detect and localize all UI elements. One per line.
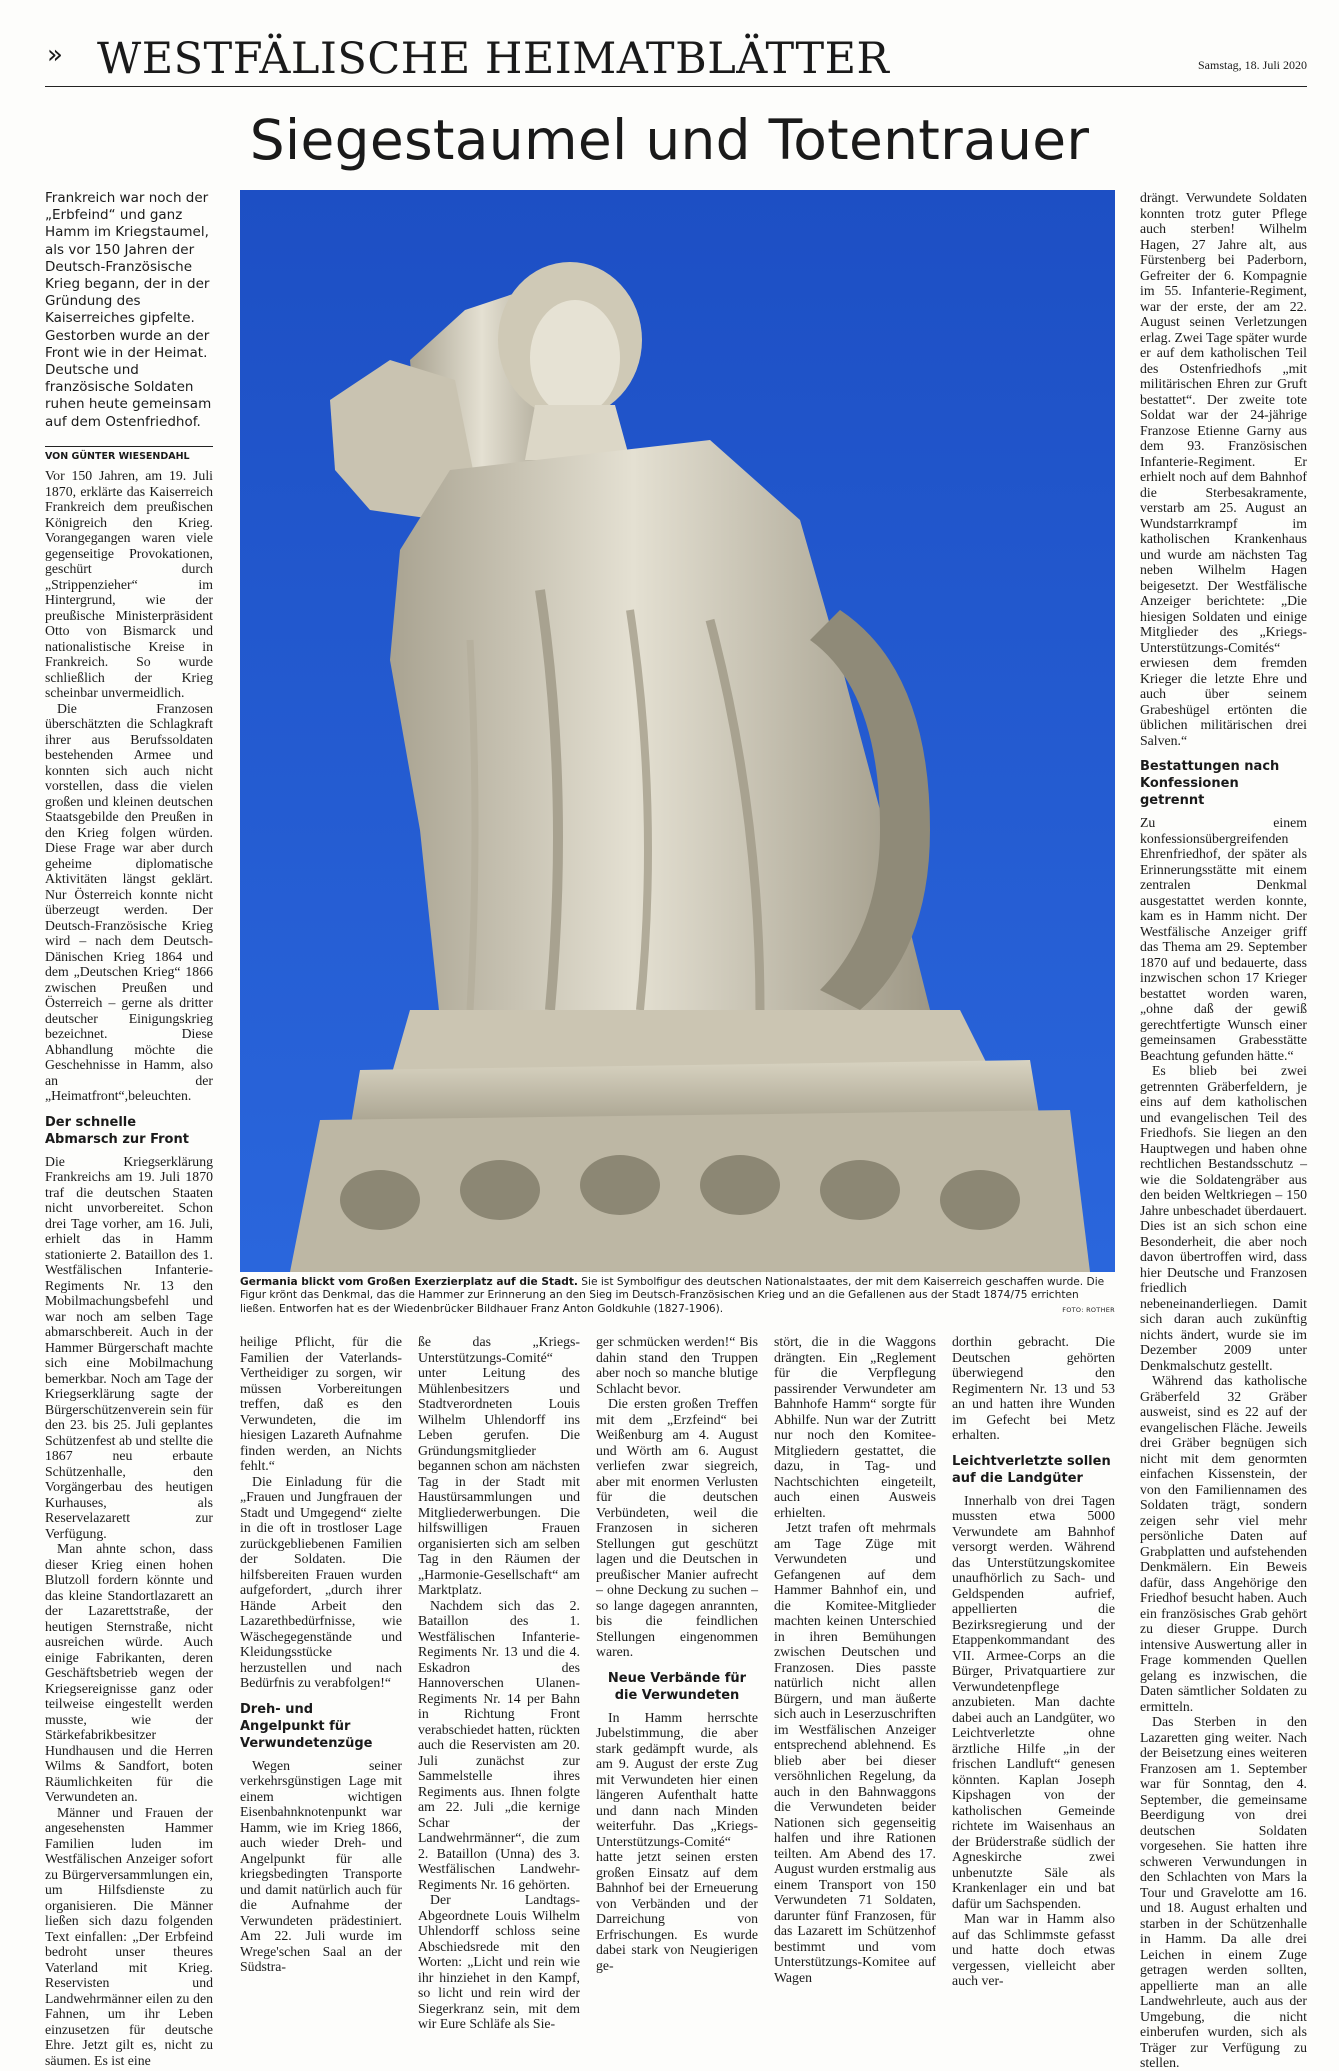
germania-statue-image: [240, 190, 1115, 1272]
paragraph: Die Franzosen überschätzten die Schlagkraft ihrer aus Berufssoldaten bestehenden Armee und konnten sich auch nicht vorstellen, dass die vielen großen und kleinen deutschen Staatsgebilde den Preußen in den Krieg folgen würden. Diese Frage war aber durch geheime diplomatische Aktivitäten längst geklärt. Nur Österreich konnte nicht überzeugt werden. Der Deutsch-Französische Krieg wird – nach dem Deutsch-Dänischen Krieg 1864 und dem „Deutschen Krieg“ 1866 zwischen Preußen und Österreich – gerne als dritter deutscher Einigungskrieg bezeichnet. Diese Abhandlung möchte die Geschehnisse in Hamm, also an der „Heimatfront“,beleuchten.: [45, 700, 213, 1103]
byline: VON GÜNTER WIESENDAHL: [45, 446, 213, 462]
subheading: Neue Verbände für die Verwundeten: [607, 1670, 747, 1703]
paragraph: Wegen seiner verkehrsgünstigen Lage mit einem wichtigen Eisenbahnknotenpunkt war Hamm, wie im Krieg 1866, auch wieder Dreh- und Angelpunkt für alle kriegsbedingten Transporte und damit natürlich auch für die Aufnahme der Verwundeten prädestiniert. Am 22. Juli wurde im Wrege'schen Saal an der Südstra-: [240, 1757, 402, 1974]
headline: Siegestaumel und Totentrauer: [249, 108, 1090, 172]
paragraph: ße das „Kriegs-Unterstützungs-Comité“ unter Leitung des Mühlenbesitzers und Stadtverordneten Louis Wilhelm Uhlendorff ins Leben gerufen. Die Gründungsmitglieder begannen schon am nächsten Tag in der Stadt mit Haustürsammlungen und Mitgliederwerbungen. Die hilfswilligen Frauen organisierten sich am selben Tag in den Räumen der „Harmonie-Gesellschaft“ am Marktplatz.: [418, 1334, 580, 1597]
photo-caption: [240, 1276, 1115, 1316]
section-title: WESTFÄLISCHE HEIMATBLÄTTER: [97, 34, 890, 84]
column-3: [418, 1334, 580, 2032]
paragraph: Das Sterben in den Lazaretten ging weiter. Nach der Beisetzung eines weiteren Franzosen am 1. September war für Sonntag, den 4. September, die gemeinsame Beerdigung von drei deutschen Soldaten vorgesehen. Sie hatten ihre schweren Verwundungen in den Schlachten von Mars la Tour und Gravelotte am 16. und 18. August erhalten und starben in der Schützenhalle in Hamm. Da alle drei Leichen in einem Zuge getragen werden sollten, appellierte man an alle Landwehrleute, auch aus der Umgebung, die nicht einberufen wurden, sich als Träger zur Verfügung zu stellen.: [1140, 1714, 1307, 2070]
paragraph: heilige Pflicht, für die Familien der Vaterlands-Vertheidiger zu sorgen, wir müssen Vorbereitungen treffen, daß es den Verwundeten, die im hiesigen Lazareth Aufnahme finden werden, an Nichts fehlt.“: [240, 1334, 402, 1473]
paragraph: In Hamm herrschte Jubelstimmung, die aber stark gedämpft wurde, als am 9. August der erste Zug mit Verwundeten hier einen längeren Aufenthalt hatte und dann nach Minden weiterfuhr. Das „Kriegs-Unterstützungs-Comité“ hatte jetzt seinen ersten großen Einsatz auf dem Bahnhof bei der Erneuerung von Verbänden und der Darreichung von Erfrischungen. Es wurde dabei stark von Neugierigen ge-: [596, 1709, 758, 1973]
caption-text: Sie ist Symbolfigur des deutschen Nationalstaates, der mit dem Kaiserreich geschaffen wurde. Die Figur krönt das Denkmal, das die Hammer zur Erinnerung an den Sieg im Deutsch-Französischen Krieg und an die Gefallenen aus der Stadt 1874/75 errichten ließen. Entworfen hat es der Wiedenbrücker Bildhauer Franz Anton Goldkuhle (1827-1906).: [240, 1276, 1105, 1315]
paragraph: Nachdem sich das 2. Bataillon des 1. Westfälischen Infanterie-Regiments Nr. 13 und die 4. Eskadron des Hannoverschen Ulanen-Regiments Nr. 14 per Bahn in Richtung Front verabschiedet hatten, rückten auch die Reservisten am 20. Juli zunächst zur Sammelstelle ihres Regiments aus. Ihnen folgte am 22. Juli „die kernige Schar der Landwehrmänner“, die zum 2. Bataillon (Unna) des 3. Westfälischen Landwehr-Regiments Nr. 16 gehörten.: [418, 1597, 580, 1892]
statue-photo: [240, 190, 1115, 1272]
masthead: [45, 28, 1307, 87]
paragraph: Innerhalb von drei Tagen mussten etwa 5000 Verwundete am Bahnhof versorgt werden. Während das Unterstützungskomitee unaufhörlich zu Sach- und Geldspenden aufrief, appellierten die Bezirksregierung und der Etappenkommandant des VII. Armee-Corps an die Bürger, Privatquartiere zur Verwundetenpflege anzubieten. Man dachte dabei auch an Landgüter, wo Leichtverletzte ohne ärztliche Hilfe „in der frischen Landluft“ genesen könnten. Kaplan Joseph Kipshagen von der katholischen Gemeinde richtete im Waisenhaus an der Brüderstraße südlich der Agneskirche zwei unbenutzte Säle als Krankenlager ein und bat dafür um Sachspenden.: [952, 1492, 1115, 1911]
column-6: [952, 1334, 1115, 1989]
paragraph: Während das katholische Gräberfeld 32 Gräber ausweist, sind es 22 auf der evangelischen Fläche. Jeweils drei Gräber begnügen sich nicht mit dem genormten einfachen Kissenstein, der von den Familiennamen des Soldaten trägt, sondern zeigen sehr viel mehr persönliche Daten auf Grabplatten und aufstehenden Denkmälern. Ein Beweis dafür, dass Angehörige den Friedhof besucht haben. Auch ein französisches Grab gehört zu dieser Gruppe. Durch intensive Auswertung aller in Frage kommenden Quellen gelang es inzwischen, die Daten sämtlicher Soldaten zu ermitteln.: [1140, 1373, 1307, 1714]
paragraph: stört, die in die Waggons drängten. Ein „Reglement für die Verpflegung passirender Verwundeter am Bahnhofe Hamm“ sorgte für Abhilfe. Nun war der Zutritt nur noch den Komitee-Mitgliedern gestattet, die dazu, in Tag- und Nachtschichten eingeteilt, auch einen Ausweis erhielten.: [774, 1334, 936, 1520]
photo-credit: FOTO: ROTHER: [1062, 1305, 1115, 1314]
subheading: Bestattungen nach Konfessionen getrennt: [1140, 759, 1280, 808]
paragraph: Die Kriegserklärung Frankreichs am 19. Juli 1870 traf die deutschen Staaten nicht unvorbereitet. Schon drei Tage vorher, am 16. Juli, erhielt das in Hamm stationierte 2. Bataillon des 1. Westfälischen Infanterie-Regiments Nr. 13 den Mobilmachungsbefehl und war noch am selben Tage abmarschbereit. Auch in der Hammer Bürgerschaft machte sich eine Mobilmachung bemerkbar. Noch am Tage der Kriegserklärung sagte der Bürgerschützenverein sein für den 23. bis 25. Juli geplantes Schützenfest ab und stellte die 1867 neu erbaute Schützenhalle, den Vorgängerbau des heutigen Kurhauses, als Reservelazarett zur Verfügung.: [45, 1153, 213, 1541]
paragraph: drängt. Verwundete Soldaten konnten trotz guter Pflege auch sterben! Wilhelm Hagen, 27 Jahre alt, aus Fürstenberg bei Paderborn, Gefreiter der 6. Kompagnie im 55. Infanterie-Regiment, war der erste, der am 22. August seinen Verletzungen erlag. Zwei Tage später wurde er auf dem katholischen Teil des Ostenfriedhofs „mit militärischen Ehren zur Gruft bestattet“. Der zweite tote Soldat war der 24-jährige Franzose Etienne Garny aus dem 93. Französischen Infanterie-Regiment. Er erhielt noch auf dem Bahnhof die Sterbesakramente, verstarb am 25. August an Wundstarrkrampf im katholischen Krankenhaus und wurde am nächsten Tag neben Wilhelm Hagen beigesetzt. Der Westfälische Anzeiger berichtete: „Die hiesigen Soldaten und einige Mitglieder des „Kriegs-Unterstützungs-Comités“ erwiesen dem fremden Krieger die letzte Ehre und auch über seinem Grabeshügel ertönten die üblichen militärischen drei Salven.“: [1140, 190, 1307, 748]
paragraph: Es blieb bei zwei getrennten Gräberfeldern, je eins auf dem katholischen und evangelischen Teil des Friedhofs. Sie liegen an den Hauptwegen und haben ohne rechtlichen Bestandsschutz – wie die Soldatengräber aus den beiden Weltkriegen – 150 Jahre unbeschadet überdauert. Dies ist an sich schon eine Besonderheit, die aber noch davon übertroffen wird, dass hier Deutsche und Franzosen friedlich nebeneinanderliegen. Damit sich daran auch zukünftig nichts ändert, wurde sie im Dezember 2009 unter Denkmalschutz gestellt.: [1140, 1063, 1307, 1373]
paragraph: Der Landtags-Abgeordnete Louis Wilhelm Uhlendorff schloss seine Abschiedsrede mit den Worten: „Licht und rein wie ihr hinziehet in den Kampf, so licht und rein wird der Siegerkranz sein, mit dem wir Eure Schläfe als Sie-: [418, 1892, 580, 2031]
paragraph: Die ersten großen Treffen mit dem „Erzfeind“ bei Weißenburg am 4. August und Wörth am 6. August verliefen zwar siegreich, aber mit enormen Verlusten für die deutschen Verbündeten, weil die Franzosen in sicheren Stellungen gut geschützt lagen und die Deutschen in preußischer Manier aufrecht – ohne Deckung zu suchen – so lange dagegen anrannten, bis die feindlichen Stellungen eingenommen waren.: [596, 1396, 758, 1659]
paragraph: dorthin gebracht. Die Deutschen gehörten überwiegend den Regimentern Nr. 13 und 53 an und hatten ihre Wunden im Gefecht bei Metz erhalten.: [952, 1334, 1115, 1442]
chevron-icon: »: [47, 40, 63, 70]
lead-paragraph: Frankreich war noch der „Erbfeind“ und ganz Hamm im Kriegstaumel, als vor 150 Jahren der Deutsch-Französische Krieg begann, der in der Gründung des Kaiserreiches gipfelte. Gestorben wurde an der Front wie in der Heimat. Deutsche und französische Soldaten ruhen heute gemeinsam auf dem Ostenfriedhof.: [45, 190, 212, 430]
column-1: [45, 468, 213, 2068]
paragraph: Jetzt trafen oft mehrmals am Tage Züge mit Verwundeten und Gefangenen auf dem Hammer Bahnhof ein, und die Komitee-Mitglieder machten keinen Unterschied in ihren Bemühungen zwischen Deutschen und Franzosen. Dies passte natürlich nicht allen Bürgern, und man äußerte sich auch in Leserzuschriften im Westfälischen Anzeiger entsprechend ablehnend. Es blieb aber bei dieser versöhnlichen Regelung, da auch in den Bahnwaggons die Verwundeten beider Nationen sich gegenseitig halfen und ihre Rationen teilten. Am Abend des 17. August wurden erstmalig aus einem Transport von 150 Verwundeten 71 Soldaten, darunter fünf Franzosen, für das Lazarett im Schützenhof bestimmt und vom Unterstützungs-Komitee auf Wagen: [774, 1520, 936, 1985]
column-7: [1140, 190, 1307, 2071]
paragraph: Zu einem konfessionsübergreifenden Ehrenfriedhof, der später als Erinnerungsstätte mit einem zentralen Denkmal ausgestattet werden konnte, kam es in Hamm nicht. Der Westfälische Anzeiger griff das Thema am 29. September 1870 auf und bedauerte, dass inzwischen schon 17 Krieger bestattet worden waren, „ohne daß der gewiß gerechtfertigte Wunsch einer gemeinsamen Grabesstätte Beachtung gefunden hätte.“: [1140, 815, 1307, 1063]
subheading: Leichtverletzte sollen auf die Landgüter: [952, 1453, 1111, 1486]
paragraph: Man ahnte schon, dass dieser Krieg einen hohen Blutzoll fordern könnte und das kleine Standortlazarett an der Lazarettstraße, der heutigen Sternstraße, nicht ausreichen würde. Auch einige Fabrikanten, deren Geschäftsbetrieb wegen der Kriegsereignisse ganz oder teilweise eingestellt werden musste, wie der Stärkefabrikbesitzer Hundhausen und die Herren Wilms & Sandfort, boten Räumlichkeiten für die Verwundeten an.: [45, 1541, 213, 1804]
issue-date: Samstag, 18. Juli 2020: [1197, 58, 1307, 72]
paragraph: Man war in Hamm also auf das Schlimmste gefasst und hatte doch etwas vergessen, vielleicht aber auch ver-: [952, 1911, 1115, 1988]
paragraph: Männer und Frauen der angesehensten Hammer Familien luden im Westfälischen Anzeiger sofort zu Bürgerversammlungen ein, um Hilfsdienste zu organisieren. Die Männer ließen sich dazu folgenden Text einfallen: „Der Erbfeind bedroht unser theures Vaterland mit Krieg. Reservisten und Landwehrmänner eilen zu den Fahnen, um ihr Leben einzusetzen für deutsche Ehre. Jetzt gilt es, nicht zu säumen. Es ist eine: [45, 1804, 213, 2068]
paragraph: Die Einladung für die „Frauen und Jungfrauen der Stadt und Umgegend“ zielte in die oft in trostloser Lage zurückgebliebenen Familien der Soldaten. Die hilfsbereiten Frauen wurden aufgefordert, „durch ihrer Hände Arbeit den Lazarethbedürfnisse, wie Wäschegegenstände und Kleidungsstücke herzustellen und nach Bedürfnis zu verabfolgen!“: [240, 1473, 402, 1690]
paragraph: Vor 150 Jahren, am 19. Juli 1870, erklärte das Kaiserreich Frankreich dem preußischen Königreich den Krieg. Vorangegangen waren viele gegenseitige Provokationen, geschürt durch „Strippenzieher“ im Hintergrund, wie der preußische Ministerpräsident Otto von Bismarck und nationalistische Kreise in Frankreich. So wurde schließlich der Krieg scheinbar unvermeidlich.: [45, 468, 213, 700]
column-5: [774, 1334, 936, 1985]
column-4: [596, 1334, 758, 1973]
paragraph: ger schmücken werden!“ Bis dahin stand den Truppen aber noch so manche blutige Schlacht bevor.: [596, 1334, 758, 1396]
subheading: Der schnelle Abmarsch zur Front: [45, 1114, 189, 1147]
column-2: [240, 1334, 402, 1975]
subheading: Dreh- und Angelpunkt für Verwundetenzüge: [240, 1701, 373, 1751]
caption-bold: Germania blickt vom Großen Exerzierplatz auf die Stadt.: [240, 1276, 578, 1288]
